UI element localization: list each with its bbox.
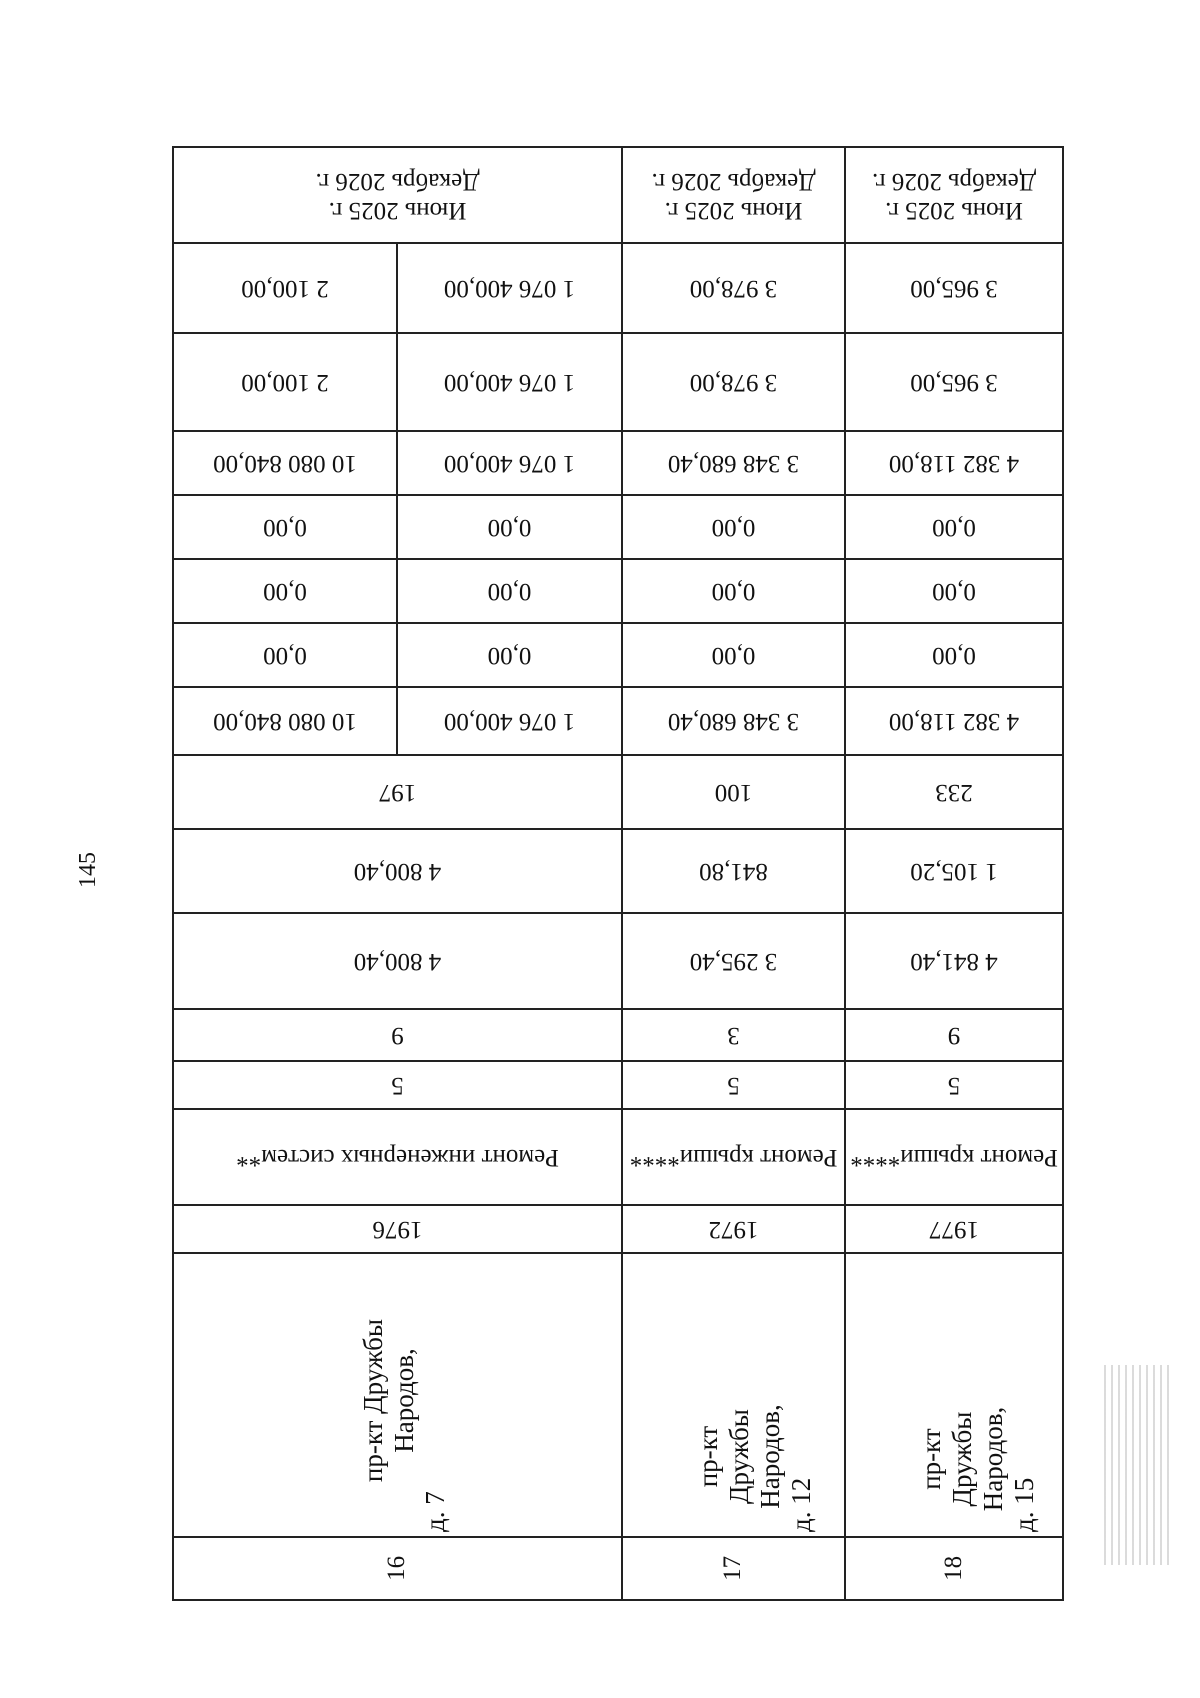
- work-type-cell: Ремонт крыши****: [850, 1144, 1058, 1172]
- address-line: д. 12: [786, 1477, 817, 1532]
- cost-a-cell: 0,00: [711, 642, 756, 670]
- area-living-cell: 4 800,40: [353, 858, 442, 886]
- area-total-cell: 3 295,40: [689, 948, 778, 976]
- area-total-cell: 4 800,40: [353, 948, 442, 976]
- address-cell: [846, 1254, 1062, 1536]
- row-number-cell: [623, 1538, 844, 1599]
- cost-fund-cell: 1 076 400,00: [443, 450, 576, 478]
- work-type-cell: Ремонт инженерных систем**: [236, 1144, 559, 1172]
- unit-cost-cell: 3 965,00: [910, 369, 998, 397]
- cost-a-cell: 0,00: [487, 642, 532, 670]
- row-number: 18: [939, 1556, 967, 1581]
- work-type-cell: Ремонт крыши****: [629, 1144, 838, 1172]
- area-living-cell: 841,80: [699, 858, 768, 886]
- cost-c-cell: 0,00: [932, 514, 976, 542]
- entrances-cell: 5: [727, 1072, 740, 1100]
- period-cell: Июнь 2025 г. Декабрь 2026 г.: [651, 168, 816, 224]
- address-line: д. 15: [1009, 1477, 1040, 1532]
- limit-cell: 2 100,00: [241, 275, 329, 303]
- cost-c-cell: 0,00: [263, 514, 307, 542]
- cost-c-cell: 0,00: [711, 514, 756, 542]
- year-cell: 1977: [929, 1216, 979, 1244]
- address-line: пр-кт Дружбы Народов,: [358, 1318, 420, 1483]
- floors-cell: 9: [391, 1022, 404, 1050]
- cost-b-cell: 0,00: [711, 578, 756, 606]
- address-line: пр-кт Дружбы Народов,: [916, 1406, 1009, 1512]
- cost-b-cell: 0,00: [263, 578, 307, 606]
- row-number-cell: [846, 1538, 1062, 1599]
- unit-cost-cell: 2 100,00: [241, 369, 329, 397]
- row-number: 17: [719, 1556, 747, 1581]
- floors-cell: 3: [727, 1022, 740, 1050]
- address-cell: [174, 1254, 621, 1536]
- cost-total-cell: 1 076 400,00: [443, 708, 576, 736]
- cost-c-cell: 0,00: [487, 514, 532, 542]
- row-number-cell: [174, 1538, 621, 1599]
- entrances-cell: 5: [947, 1072, 961, 1100]
- residents-cell: 233: [935, 779, 973, 807]
- rotated-table: [172, 146, 1064, 1601]
- area-total-cell: 4 841,40: [910, 948, 998, 976]
- address-line: д. 7: [420, 1491, 451, 1532]
- cost-fund-cell: 10 080 840,00: [213, 450, 357, 478]
- unit-cost-cell: 3 978,00: [689, 369, 778, 397]
- address-cell: [623, 1254, 844, 1536]
- row-number: 16: [383, 1556, 411, 1581]
- cost-fund-cell: 4 382 118,00: [888, 450, 1020, 478]
- residents-cell: 197: [378, 779, 417, 807]
- limit-cell: 3 978,00: [689, 275, 778, 303]
- cost-total-cell: 4 382 118,00: [888, 708, 1020, 736]
- cost-b-cell: 0,00: [932, 578, 976, 606]
- limit-cell: 3 965,00: [910, 275, 998, 303]
- cost-a-cell: 0,00: [263, 642, 307, 670]
- cost-fund-cell: 3 348 680,40: [667, 450, 800, 478]
- cost-b-cell: 0,00: [487, 578, 532, 606]
- year-cell: 1976: [372, 1216, 423, 1244]
- cost-a-cell: 0,00: [932, 642, 976, 670]
- unit-cost-cell: 1 076 400,00: [443, 369, 576, 397]
- cost-total-cell: 3 348 680,40: [667, 708, 800, 736]
- area-living-cell: 1 105,20: [910, 858, 998, 886]
- residents-cell: 100: [714, 779, 753, 807]
- period-cell: Июнь 2025 г. Декабрь 2026 г.: [871, 168, 1037, 224]
- limit-cell: 1 076 400,00: [443, 275, 576, 303]
- address-line: пр-кт Дружбы Народов,: [693, 1404, 786, 1509]
- period-cell: Июнь 2025 г. Декабрь 2026 г.: [315, 168, 480, 224]
- year-cell: 1972: [708, 1216, 759, 1244]
- entrances-cell: 5: [391, 1072, 404, 1100]
- faint-stamp-mark: [1104, 1365, 1174, 1565]
- page-number: 145: [74, 852, 101, 888]
- cost-total-cell: 10 080 840,00: [213, 708, 357, 736]
- floors-cell: 9: [947, 1022, 961, 1050]
